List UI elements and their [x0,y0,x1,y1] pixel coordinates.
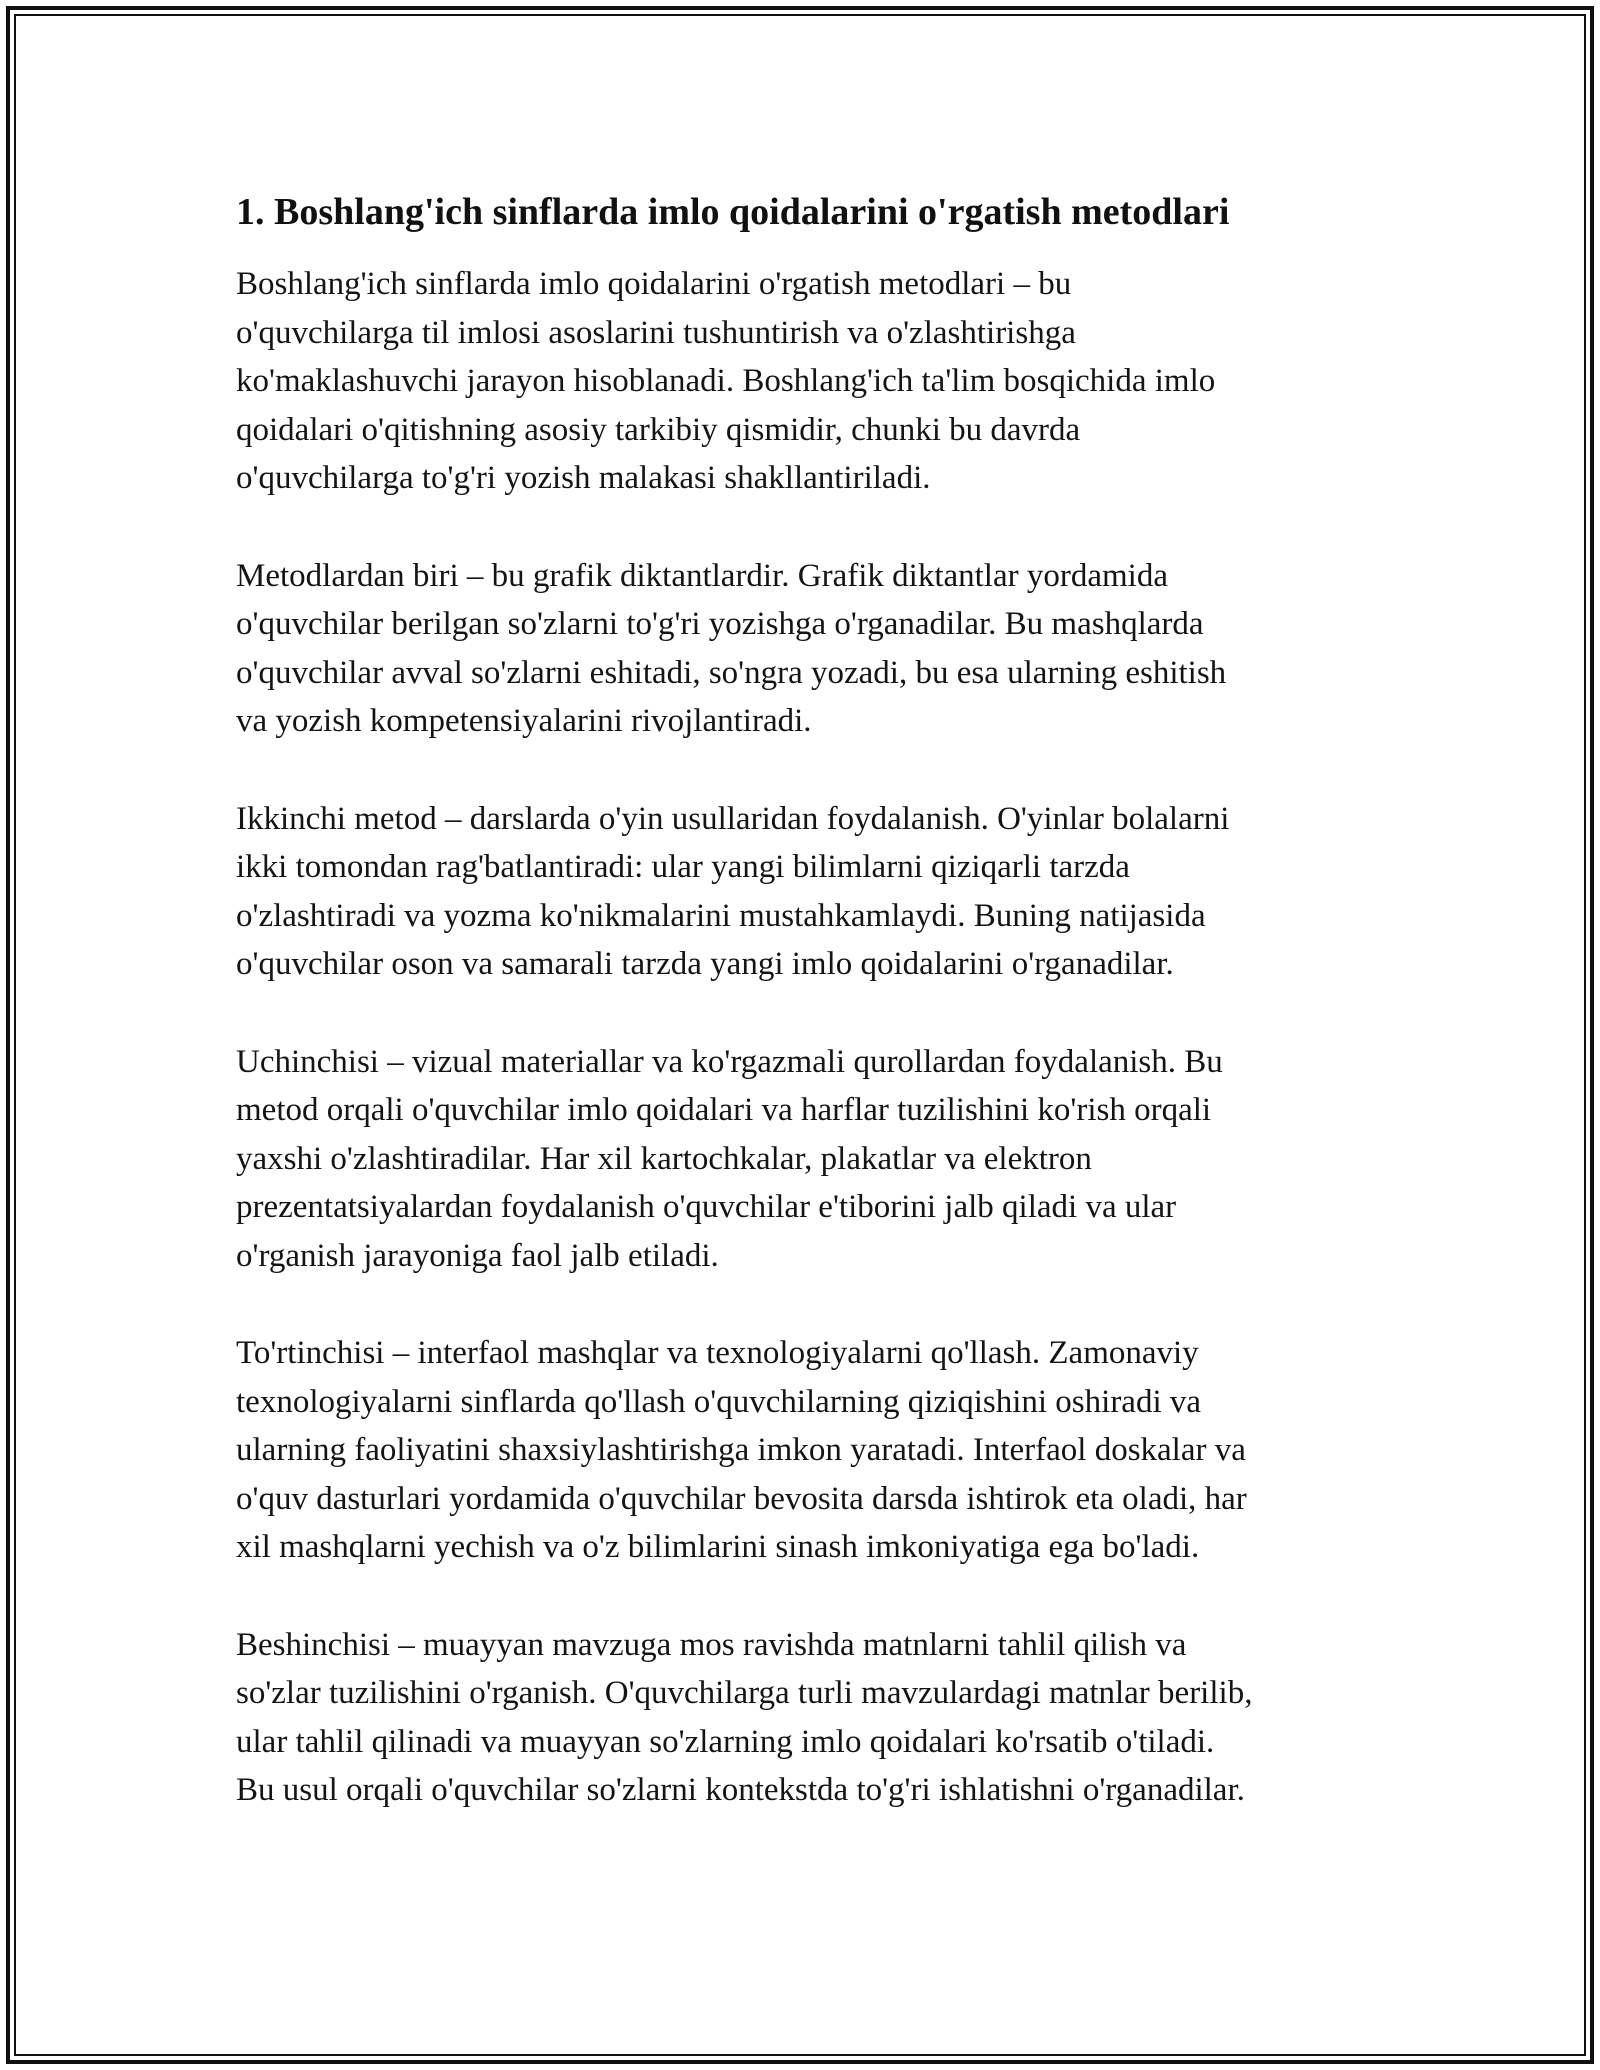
paragraph-line: Ikkinchi metod – darslarda o'yin usullaridan foydalanish. O'yinlar bolalarni [236,800,1230,837]
paragraph-line: texnologiyalarni sinflarda qo'llash o'quvchilarning qiziqishini oshiradi va [236,1383,1202,1420]
document-title: 1. Boshlang'ich sinflarda imlo qoidalarini o'rgatish metodlari [236,191,1230,233]
paragraph-line: Boshlang'ich sinflarda imlo qoidalarini o'rgatish metodlari – bu [236,266,1072,302]
paragraph-line: metod orqali o'quvchilar imlo qoidalari va harflar tuzilishini ko'rish orqali [236,1092,1212,1128]
paragraph-interactive-technology [236,1329,1376,1572]
paragraph-line: o'quvchilar berilgan so'zlarni to'g'ri yozishga o'rganadilar. Bu mashqlarda [236,606,1204,642]
paragraph-line: o'rganish jarayoniga faol jalb etiladi. [236,1237,719,1274]
paragraph-line: Metodlardan biri – bu grafik diktantlardir. Grafik diktantlar yordamida [236,557,1168,594]
paragraph-line: yaxshi o'zlashtiradilar. Har xil kartochkalar, plakatlar va elektron [236,1140,1092,1177]
paragraph-visual-materials [236,1038,1376,1281]
paragraph-line: ularning faoliyatini shaxsiylashtirishga imkon yaratadi. Interfaol doskalar va [236,1432,1246,1468]
document-body [236,186,1376,1864]
paragraph-line: va yozish kompetensiyalarini rivojlantiradi. [236,703,812,739]
paragraph-line: Uchinchisi – vizual materiallar va ko'rgazmali qurollardan foydalanish. Bu [236,1043,1223,1080]
paragraph-line: prezentatsiyalardan foydalanish o'quvchilar e'tiborini jalb qiladi va ular [236,1189,1177,1225]
paragraph-graphic-dictation [236,552,1376,746]
paragraph-line: To'rtinchisi – interfaol mashqlar va texnologiyalarni qo'llash. Zamonaviy [236,1335,1199,1371]
paragraph-line: o'quvchilarga til imlosi asoslarini tushuntirish va o'zlashtirishga [236,314,1076,351]
paragraph-line: o'quvchilar oson va samarali tarzda yangi imlo qoidalarini o'rganadilar. [236,946,1174,982]
paragraph-line: qoidalari o'qitishning asosiy tarkibiy qismidir, chunki bu davrda [236,411,1081,448]
paragraph-line: so'zlar tuzilishini o'rganish. O'quvchilarga turli mavzulardagi matnlar berilib, [236,1675,1253,1711]
paragraph-text-analysis [236,1621,1376,1815]
paragraph-line: Bu usul orqali o'quvchilar so'zlarni kontekstda to'g'ri ishlatishni o'rganadilar. [236,1772,1245,1808]
paragraph-line: xil mashqlarni yechish va o'z bilimlarini sinash imkoniyatiga ega bo'ladi. [236,1529,1200,1565]
paragraph-line: o'quvchilarga to'g'ri yozish malakasi shakllantiriladi. [236,460,931,496]
paragraph-line: ikki tomondan rag'batlantiradi: ular yangi bilimlarni qiziqarli tarzda [236,849,1130,885]
paragraph-line: o'quv dasturlari yordamida o'quvchilar bevosita darsda ishtirok eta oladi, har [236,1480,1247,1517]
paragraph-introduction [236,260,1376,503]
paragraph-game-methods [236,795,1376,989]
paragraph-line: o'quvchilar avval so'zlarni eshitadi, so'ngra yozadi, bu esa ularning eshitish [236,654,1227,691]
paragraph-line: o'zlashtiradi va yozma ko'nikmalarini mustahkamlaydi. Buning natijasida [236,897,1206,934]
paragraph-line: ular tahlil qilinadi va muayyan so'zlarning imlo qoidalari ko'rsatib o'tiladi. [236,1723,1215,1760]
paragraph-line: ko'maklashuvchi jarayon hisoblanadi. Boshlang'ich ta'lim bosqichida imlo [236,363,1216,399]
paragraph-line: Beshinchisi – muayyan mavzuga mos ravishda matnlarni tahlil qilish va [236,1626,1187,1663]
